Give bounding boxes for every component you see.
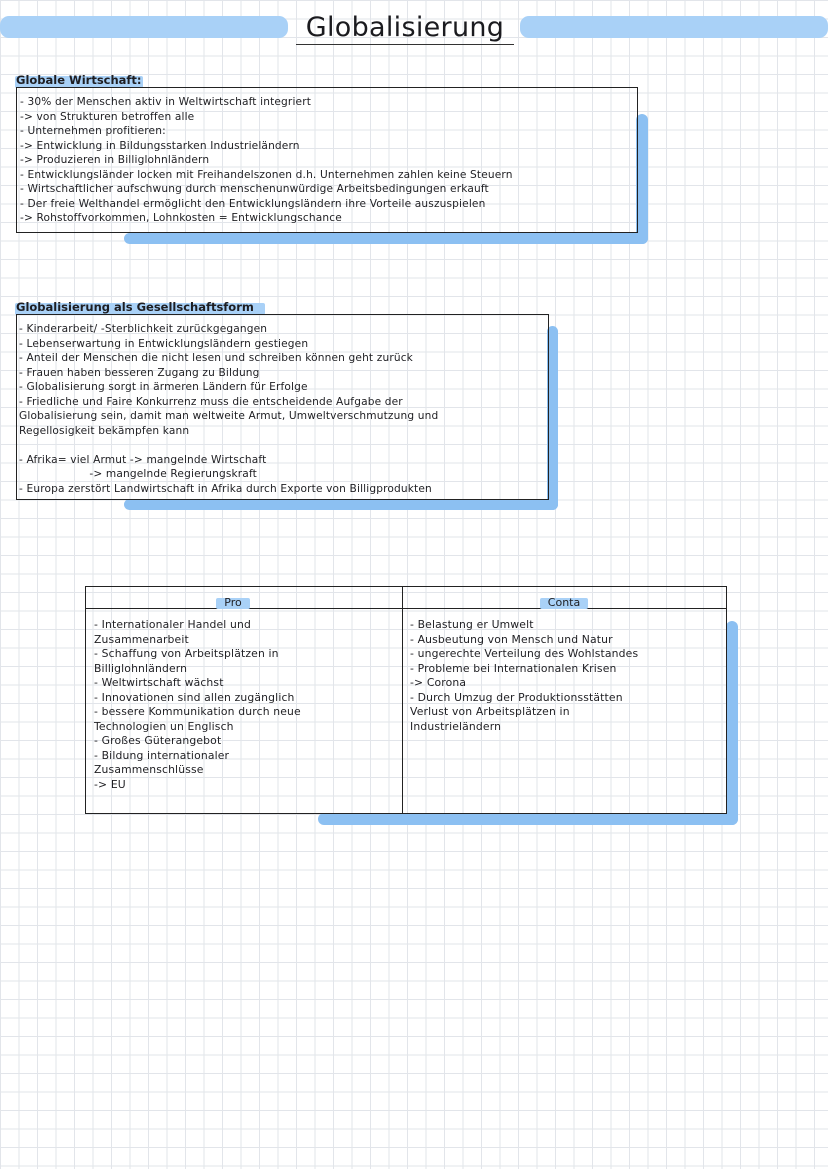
list-item: - Bildung internationaler <box>94 748 230 762</box>
section2-lines <box>19 322 438 496</box>
title-underline <box>296 44 514 45</box>
title-highlight-right <box>520 16 828 38</box>
list-item: - Weltwirtschaft wächst <box>94 676 224 689</box>
list-item: - Frauen haben besseren Zugang zu Bildung <box>19 366 260 379</box>
list-item: - Wirtschaftlicher aufschwung durch menschenunwürdige Arbeitsbedingungen erkauft <box>20 183 489 195</box>
table-column-divider <box>402 586 403 814</box>
list-item: - Probleme bei Internationalen Krisen <box>410 661 617 675</box>
list-item: - Großes Güterangebot <box>94 734 222 747</box>
list-item: - Der freie Welthandel ermöglicht den Entwicklungsländern ihre Vorteile auszuspielen <box>20 197 486 210</box>
list-item: - Kinderarbeit/ -Sterblichkeit zurückgegangen <box>19 323 268 335</box>
list-item: - Entwicklungsländer locken mit Freihandelszonen d.h. Unternehmen zahlen keine Steuern <box>20 168 513 181</box>
list-item: - Anteil der Menschen die nicht lesen und schreiben können geht zurück <box>19 352 413 364</box>
list-item: -> Produzieren in Billiglohnländern <box>20 154 210 166</box>
section1-shadow-bottom <box>124 233 648 244</box>
list-item: -> von Strukturen betroffen alle <box>20 110 195 123</box>
list-item-blank <box>19 438 438 453</box>
contra-header: Conta <box>547 596 581 609</box>
list-item: Industrieländern <box>410 719 502 733</box>
section2-shadow-bottom <box>124 499 558 510</box>
section1-heading: Globale Wirtschaft: <box>16 73 142 87</box>
list-item: - Afrika= viel Armut -> mangelnde Wirtschaft <box>19 453 267 466</box>
table-header-divider <box>85 608 727 609</box>
table-shadow-bottom <box>318 813 738 825</box>
section1-lines <box>20 95 513 226</box>
list-item: Zusammenarbeit <box>94 632 189 646</box>
list-item: Technologien un Englisch <box>94 719 234 733</box>
list-item: - Globalisierung sorgt in ärmeren Ländern für Erfolge <box>19 381 308 393</box>
list-item: Verlust von Arbeitsplätzen in <box>410 705 570 718</box>
section2-heading: Globalisierung als Gesellschaftsform <box>16 300 254 314</box>
page-title: Globalisierung <box>305 12 505 43</box>
title-highlight-left <box>0 16 288 38</box>
list-item: - Durch Umzug der Produktionsstätten <box>410 690 623 704</box>
list-item: Globalisierung sein, damit man weltweite Armut, Umweltverschmutzung und <box>19 410 439 422</box>
list-item: - 30% der Menschen aktiv in Weltwirtschaft integriert <box>20 96 312 108</box>
list-item: -> Corona <box>410 676 467 689</box>
list-item: - bessere Kommunikation durch neue <box>94 705 301 718</box>
table-shadow-right <box>726 621 738 825</box>
list-item: - Friedliche und Faire Konkurrenz muss die entscheidende Aufgabe der <box>19 395 403 408</box>
list-item: -> mangelnde Regierungskraft <box>19 468 257 480</box>
list-item: - Belastung er Umwelt <box>410 618 534 631</box>
section2-box <box>16 314 549 500</box>
pro-list <box>94 618 301 792</box>
list-item: - Internationaler Handel und <box>94 618 251 631</box>
contra-list <box>410 618 638 734</box>
list-item: - Innovationen sind allen zugänglich <box>94 690 295 704</box>
list-item: -> Rohstoffvorkommen, Lohnkosten = Entwicklungschance <box>20 212 342 224</box>
section1-box <box>16 87 638 233</box>
list-item: - ungerechte Verteilung des Wohlstandes <box>410 647 639 660</box>
list-item: Zusammenschlüsse <box>94 763 204 776</box>
pro-header: Pro <box>224 596 242 609</box>
list-item: Billiglohnländern <box>94 661 188 675</box>
list-item: - Europa zerstört Landwirtschaft in Afrika durch Exporte von Billigprodukten <box>19 482 432 495</box>
list-item: - Ausbeutung von Mensch und Natur <box>410 632 613 646</box>
list-item: - Schaffung von Arbeitsplätzen in <box>94 647 279 660</box>
list-item: - Lebenserwartung in Entwicklungsländern gestiegen <box>19 337 309 350</box>
list-item: Regellosigkeit bekämpfen kann <box>19 424 190 437</box>
list-item: - Unternehmen profitieren: <box>20 125 166 137</box>
list-item: -> EU <box>94 777 126 791</box>
list-item: -> Entwicklung in Bildungsstarken Industrieländern <box>20 139 300 152</box>
